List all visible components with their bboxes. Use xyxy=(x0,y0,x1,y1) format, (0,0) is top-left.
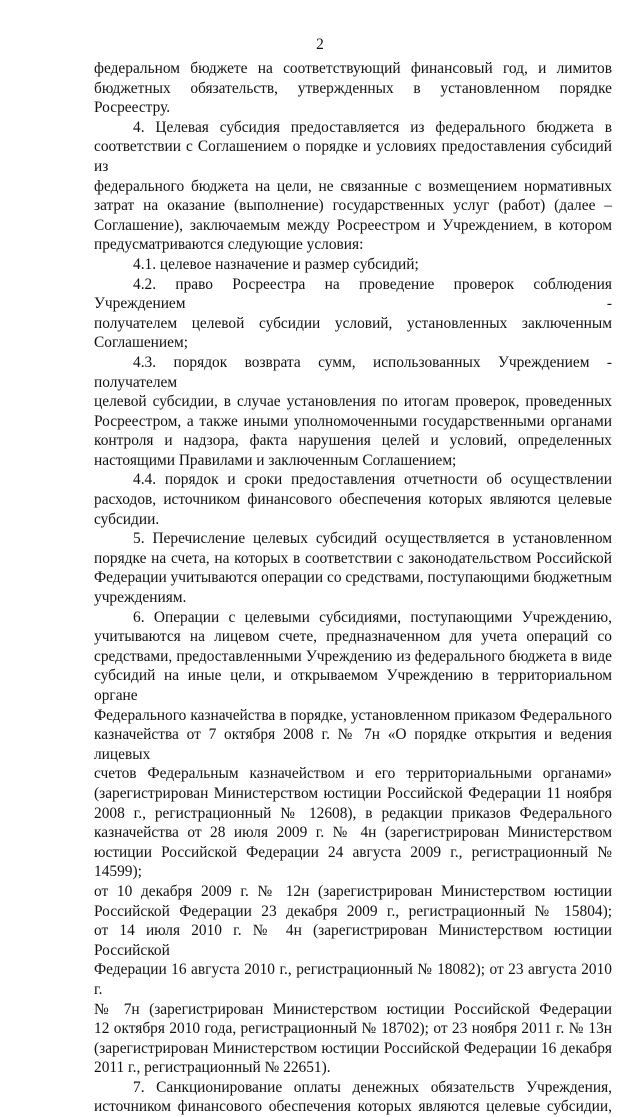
text-line: 4. Целевая субсидия предоставляется из федерального бюджета в xyxy=(133,118,612,136)
document-body xyxy=(94,59,612,1117)
text-line: (зарегистрирован Министерством юстиции Российской Федерации 16 декабря xyxy=(94,1039,612,1057)
text-line: контроля и надзора, факта нарушения целей и условий, определенных xyxy=(94,432,612,450)
text-line: 12 октября 2010 года, регистрационный № 18702); от 23 ноября 2011 г. № 13н xyxy=(94,1020,612,1038)
text-line: юстиции Российской Федерации 24 августа 2009 г., регистрационный № 14599); xyxy=(94,843,612,881)
text-line: федеральном бюджете на соответствующий финансовый год, и лимитов xyxy=(94,60,612,77)
paragraph-continuation xyxy=(94,59,612,118)
text-line: затрат на оказание (выполнение) государственных услуг (работ) (далее – xyxy=(94,197,612,215)
text-line: федерального бюджета на цели, не связанные с возмещением нормативных xyxy=(94,177,612,195)
text-line: Росреестром, а также иными уполномоченными государственными органами xyxy=(94,412,612,430)
text-line: от 10 декабря 2009 г. № 12н (зарегистрирован Министерством юстиции xyxy=(94,882,612,900)
text-line: 4.3. порядок возврата сумм, использованных Учреждением - получателем xyxy=(94,353,612,391)
text-line: средствами, предоставленными Учреждению из федерального бюджета в виде xyxy=(94,647,612,665)
text-line: субсидии. xyxy=(94,510,160,528)
paragraph-item-4 xyxy=(94,118,612,255)
text-line: 5. Перечисление целевых субсидий осуществляется в установленном xyxy=(133,530,612,548)
text-line: 2008 г., регистрационный № 12608), в редакции приказов Федерального xyxy=(94,804,612,822)
text-line: источником финансового обеспечения которых являются целевые субсидии, xyxy=(94,1098,612,1116)
text-line: казначейства от 7 октября 2008 г. № 7н «О порядке открытия и ведения лицевых xyxy=(94,726,612,763)
text-line: Соглашением; xyxy=(94,334,189,352)
text-line: казначейства от 28 июля 2009 г. № 4н (зарегистрирован Министерством xyxy=(94,824,612,842)
text-line: № 7н (зарегистрирован Министерством юстиции Российской Федерации xyxy=(94,1000,612,1018)
text-line: 7. Санкционирование оплаты денежных обязательств Учреждения, xyxy=(133,1078,612,1096)
text-line: 4.4. порядок и сроки предоставления отчетности об осуществлении xyxy=(133,471,612,489)
text-line: от 14 июля 2010 г. № 4н (зарегистрирован Министерством юстиции Российской xyxy=(94,922,612,959)
text-line: соответствии с Соглашением о порядке и условиях предоставления субсидий из xyxy=(94,138,612,175)
text-line: субсидий на иные цели, и открываемом Учреждению в территориальном органе xyxy=(94,667,612,704)
text-line: Федерации учитываются операции со средствами, поступающими бюджетным xyxy=(94,569,612,587)
text-line: 2011 г., регистрационный № 22651). xyxy=(94,1059,331,1077)
text-line: счетов Федеральным казначейством и его территориальными органами» xyxy=(94,765,612,783)
text-line: расходов, источником финансового обеспечения которых являются целевые xyxy=(94,491,612,509)
text-line: порядке на счета, на которых в соответствии с законодательством Российской xyxy=(94,549,612,567)
text-line: Российской Федерации 23 декабря 2009 г., регистрационный № 15804); xyxy=(94,902,612,920)
paragraph-item-4-4 xyxy=(94,470,612,529)
text-line: 6. Операции с целевыми субсидиями, поступающими Учреждению, xyxy=(133,608,612,626)
text-line: Федерации 16 августа 2010 г., регистрационный № 18082); от 23 августа 2010 г. xyxy=(94,961,612,998)
text-line: предусматриваются следующие условия: xyxy=(94,236,364,254)
page-number: 2 xyxy=(316,36,324,53)
paragraph-item-6 xyxy=(94,608,612,1078)
text-line: учреждениям. xyxy=(94,589,187,607)
paragraph-item-4-3 xyxy=(94,353,612,471)
text-line: Федерального казначейства в порядке, установленном приказом Федерального xyxy=(94,706,612,724)
text-line: целевой субсидии, в случае установления по итогам проверок, проведенных xyxy=(94,393,612,411)
text-line: настоящими Правилами и заключенным Соглашением; xyxy=(94,451,457,469)
text-line: Соглашение), заключаемым между Росреестром и Учреждением, в котором xyxy=(94,216,612,234)
paragraph-item-4-2 xyxy=(94,275,612,353)
text-line: 4.1. целевое назначение и размер субсидий; xyxy=(133,255,419,273)
paragraph-item-5 xyxy=(94,529,612,607)
text-line: бюджетных обязательств, утвержденных в установленном порядке Росреестру. xyxy=(94,79,612,117)
text-line: (зарегистрирован Министерством юстиции Российской Федерации 11 ноября xyxy=(94,784,612,802)
paragraph-item-7 xyxy=(94,1078,612,1117)
text-line: 4.2. право Росреестра на проведение проверок соблюдения Учреждением - xyxy=(94,275,612,313)
paragraph-item-4-1 xyxy=(94,255,612,275)
text-line: учитываются на лицевом счете, предназначенном для учета операций со xyxy=(94,628,612,646)
text-line: получателем целевой субсидии условий, установленных заключенным xyxy=(94,314,612,332)
